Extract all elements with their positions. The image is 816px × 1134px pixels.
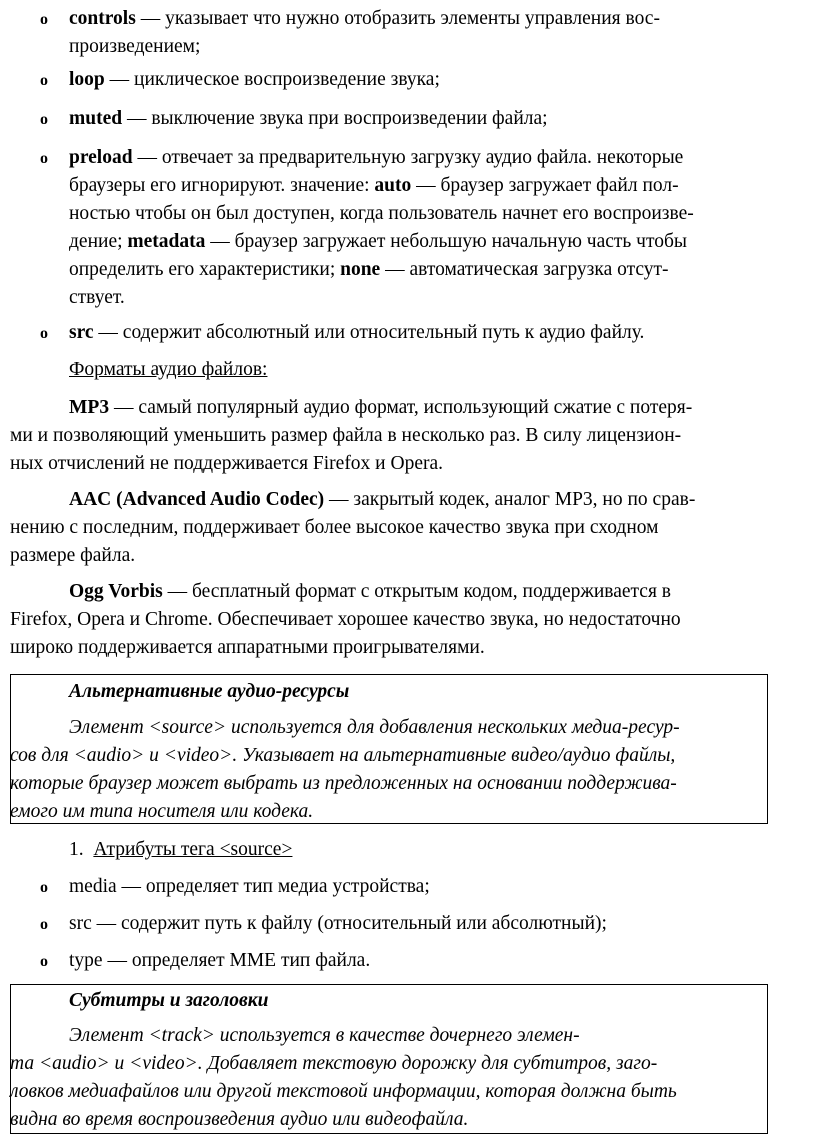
box-title: Альтернативные аудио-ресурсы	[69, 681, 350, 702]
attr-dash: —	[104, 69, 135, 90]
text: — закрытый кодек, аналог MP3, но по срав-	[324, 489, 696, 510]
source-attr-item: src — содержит путь к файлу (относительный или абсолютный);	[69, 913, 607, 934]
attr-controls-cont: произведением;	[69, 36, 201, 57]
mp3-line-3: ных отчислений не поддерживается Firefox и Opera.	[10, 453, 444, 474]
box-title: Субтитры и заголовки	[69, 990, 269, 1011]
preload-line-6: ствует.	[69, 287, 125, 308]
attr-desc: циклическое воспроизведение звука;	[134, 69, 440, 90]
source-attr-item: type — определяет MME тип файла.	[69, 950, 371, 971]
bullet-icon: o	[40, 879, 48, 896]
bullet-icon: o	[40, 916, 48, 933]
attr-term: controls	[69, 8, 136, 29]
source-attributes-heading	[69, 836, 292, 864]
attr-desc: выключение звука при воспроизведении файла;	[151, 108, 548, 129]
bullet-icon: o	[40, 111, 48, 128]
source-attr-item: media — определяет тип медиа устройства;	[69, 876, 430, 897]
attr-dash: —	[132, 147, 162, 168]
preload-line-2	[69, 172, 679, 200]
value-none: none	[340, 259, 381, 280]
bullet-icon: o	[40, 325, 48, 342]
attr-dash: —	[135, 8, 166, 29]
bullet-icon: o	[40, 72, 48, 89]
box-text-line: Элемент <source> используется для добавления нескольких медиа-ресур-	[69, 717, 680, 738]
aac-line-3: размере файла.	[10, 545, 136, 566]
box-text-line: емого им типа носителя или кодека.	[10, 801, 314, 822]
bullet-icon: o	[40, 150, 48, 167]
bullet-icon: o	[40, 11, 48, 28]
preload-line-5	[69, 256, 669, 284]
aac-line-2: нению с последним, поддерживает более высокое качество звука при сходном	[10, 517, 659, 538]
attr-controls	[69, 5, 660, 33]
attr-muted	[69, 105, 548, 133]
attr-preload	[69, 144, 683, 172]
box-text-line: сов для <audio> и <video>. Указывает на альтернативные видео/аудио файлы,	[10, 745, 676, 766]
text: дение;	[69, 231, 128, 252]
box-text-line: ловков медиафайлов или другой текстовой информации, которая должна быть	[10, 1081, 677, 1102]
attr-dash: —	[122, 108, 152, 129]
list-number: 1.	[69, 839, 84, 860]
preload-line-3: ностью чтобы он был доступен, когда пользователь начнет его воспроизве-	[69, 203, 694, 224]
ogg-line-3: широко поддерживается аппаратными проигрывателями.	[10, 637, 485, 658]
box-text-line: видна во время воспроизведения аудио или видеофайла.	[10, 1109, 469, 1130]
text: определить его характеристики;	[69, 259, 341, 280]
bullet-icon: o	[40, 953, 48, 970]
text: — браузер загружает файл пол-	[411, 175, 679, 196]
text: — бесплатный формат с открытым кодом, поддерживается в	[162, 581, 672, 602]
formats-heading: Форматы аудио файлов:	[69, 359, 268, 380]
box-text-line: Элемент <track> используется в качестве дочернего элемен-	[69, 1025, 580, 1046]
aac-line-1	[69, 486, 695, 514]
attr-loop	[69, 66, 440, 94]
attr-term: src	[69, 322, 94, 343]
format-term: AAC (Advanced Audio Codec)	[69, 489, 325, 510]
attr-desc: содержит абсолютный или относительный путь к аудио файлу.	[122, 322, 645, 343]
text: — браузер загружает небольшую начальную часть чтобы	[205, 231, 688, 252]
mp3-line-1	[69, 394, 692, 422]
text: — автоматическая загрузка отсут-	[380, 259, 669, 280]
ogg-line-2: Firefox, Opera и Chrome. Обеспечивает хорошее качество звука, но недостаточно	[10, 609, 681, 630]
attr-term: muted	[69, 108, 123, 129]
mp3-line-2: ми и позволяющий уменьшить размер файла в несколько раз. В силу лицензион-	[10, 425, 682, 446]
value-auto: auto	[374, 175, 412, 196]
attr-term: preload	[69, 147, 133, 168]
format-term: MP3	[69, 397, 110, 418]
value-metadata: metadata	[127, 231, 206, 252]
box-text-line: та <audio> и <video>. Добавляет текстовую дорожку для субтитров, заго-	[10, 1053, 658, 1074]
attr-term: loop	[69, 69, 105, 90]
text: — самый популярный аудио формат, использующий сжатие с потеря-	[109, 397, 693, 418]
attr-src	[69, 319, 644, 347]
box-text-line: которые браузер может выбрать из предложенных на основании поддержива-	[10, 773, 677, 794]
text: браузеры его игнорируют. значение:	[69, 175, 375, 196]
attr-desc: указывает что нужно отобразить элементы управления вос-	[165, 8, 660, 29]
heading-text: Атрибуты тега <source>	[93, 839, 293, 860]
attr-dash: —	[93, 322, 123, 343]
preload-line-4	[69, 228, 687, 256]
ogg-line-1	[69, 578, 671, 606]
format-term: Ogg Vorbis	[69, 581, 163, 602]
attr-desc: отвечает за предварительную загрузку аудио файла. некоторые	[161, 147, 684, 168]
